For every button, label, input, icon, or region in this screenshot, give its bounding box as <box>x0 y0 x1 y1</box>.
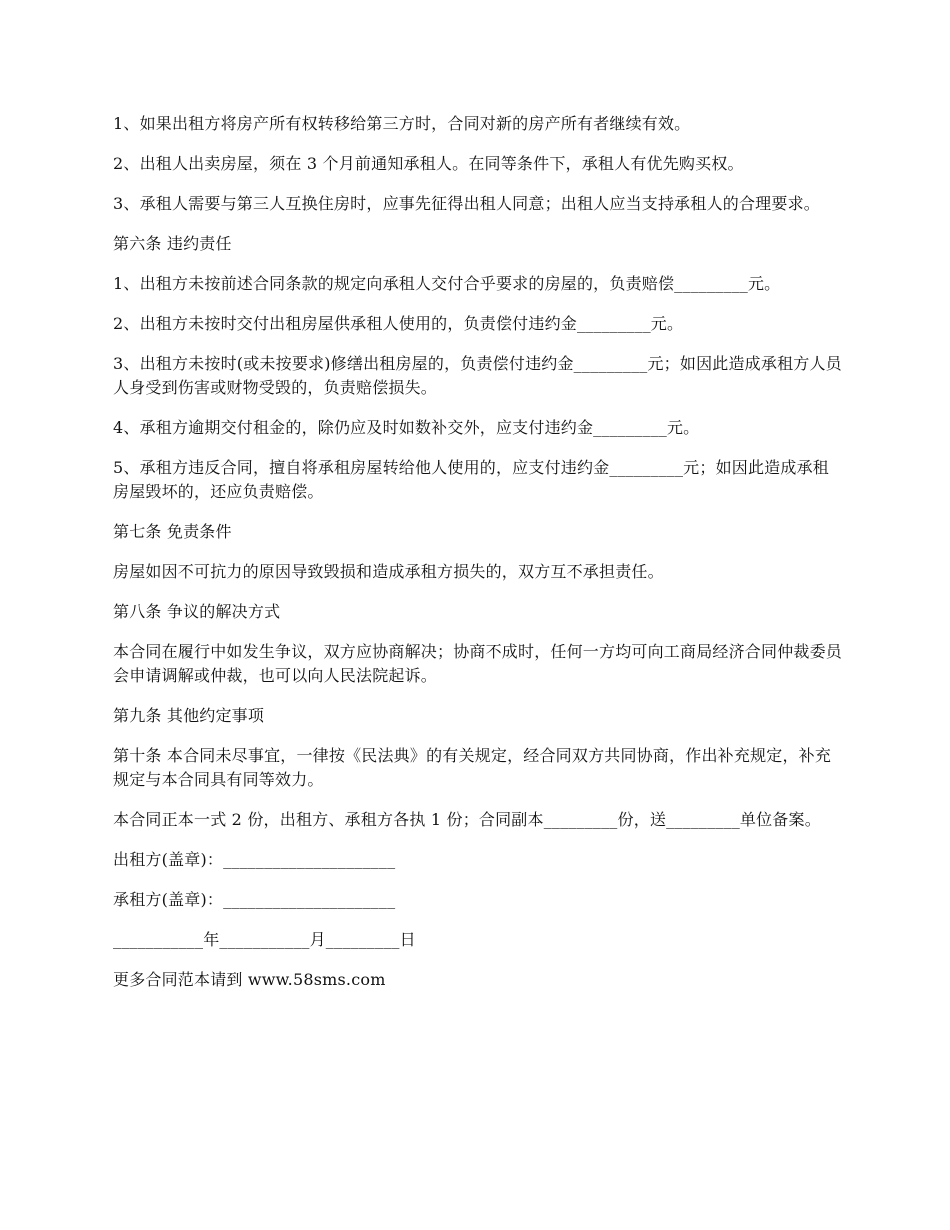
section-heading-article-6: 第六条 违约责任 <box>113 234 232 253</box>
liability-item-4: 4、承租方逾期交付租金的，除仍应及时如数补交外，应支付违约金_________元。 <box>113 418 700 437</box>
lessee-signature-line: 承租方(盖章)：_____________________ <box>113 890 396 909</box>
liability-item-2: 2、出租方未按时交付出租房屋供承租人使用的，负责偿付违约金_________元。 <box>113 314 684 333</box>
liability-item-3: 3、出租方未按时(或未按要求)修缮出租房屋的，负责偿付违约金_________元；如因此造成承租方人员人身受到伤害或财物受毁的，负责赔偿损失。 <box>113 354 842 397</box>
date-line: ___________年___________月_________日 <box>113 930 416 949</box>
document-body <box>113 112 843 1008</box>
clause-transfer-ownership: 1、如果出租方将房产所有权转移给第三方时，合同对新的房产所有者继续有效。 <box>113 114 691 133</box>
force-majeure-clause: 房屋如因不可抗力的原因导致毁损和造成承租方损失的，双方互不承担责任。 <box>113 562 664 581</box>
section-heading-article-9: 第九条 其他约定事项 <box>113 706 265 725</box>
footer-link-text: 更多合同范本请到 www.58sms.com <box>113 970 386 989</box>
section-heading-article-8: 第八条 争议的解决方式 <box>113 602 281 621</box>
lessor-signature-line: 出租方(盖章)：_____________________ <box>113 850 396 869</box>
liability-item-5: 5、承租方违反合同，擅自将承租房屋转给他人使用的，应支付违约金_________元；如因此造成承租房屋毁坏的，还应负责赔偿。 <box>113 458 829 501</box>
liability-item-1: 1、出租方未按前述合同条款的规定向承租人交付合乎要求的房屋的，负责赔偿_________元。 <box>113 274 781 293</box>
clause-sale-notice: 2、出租人出卖房屋，须在 3 个月前通知承租人。在同等条件下，承租人有优先购买权。 <box>113 154 744 173</box>
dispute-resolution-clause: 本合同在履行中如发生争议，双方应协商解决；协商不成时，任何一方均可向工商局经济合同仲裁委员会申请调解或仲裁，也可以向人民法院起诉。 <box>113 642 843 685</box>
copies-clause: 本合同正本一式 2 份，出租方、承租方各执 1 份；合同副本_________份，送_________单位备案。 <box>113 810 821 829</box>
article-10-clause: 第十条 本合同未尽事宜，一律按《民法典》的有关规定，经合同双方共同协商，作出补充规定，补充规定与本合同具有同等效力。 <box>113 746 832 789</box>
section-heading-article-7: 第七条 免责条件 <box>113 522 232 541</box>
clause-exchange-housing: 3、承租人需要与第三人互换住房时，应事先征得出租人同意；出租人应当支持承租人的合理要求。 <box>113 194 820 213</box>
